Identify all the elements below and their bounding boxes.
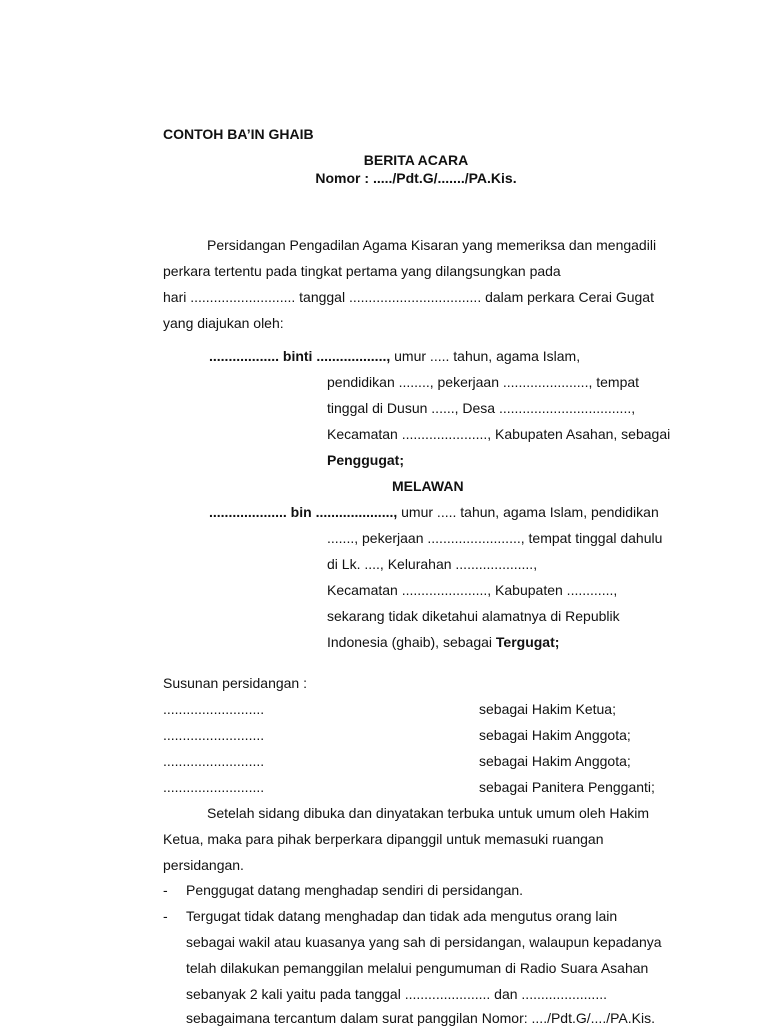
defendant-name: .................... bin ...................., — [209, 504, 398, 520]
bullet-item-continuation: sebagai wakil atau kuasanya yang sah di persidangan, walaupun kepadanya — [186, 934, 662, 950]
intro-line: perkara tertentu pada tingkat pertama yang dilangsungkan pada — [163, 263, 561, 279]
bullet-item-continuation: sebanyak 2 kali yaitu pada tanggal ...................... dan ...................... — [186, 986, 607, 1002]
document-label: CONTOH BA’IN GHAIB — [163, 126, 314, 142]
composition-name: .......................... — [163, 753, 265, 769]
defendant-detail: di Lk. ...., Kelurahan ...................., — [327, 556, 538, 572]
plaintiff-detail: Kecamatan ......................, Kabupaten Asahan, sebagai — [327, 426, 671, 442]
composition-role: sebagai Hakim Ketua; — [479, 701, 616, 717]
bullet-item: Tergugat tidak datang menghadap dan tidak ada mengutus orang lain — [186, 908, 618, 924]
defendant-detail: ......., pekerjaan ........................, tempat tinggal dahulu — [327, 530, 663, 546]
composition-name: .......................... — [163, 727, 265, 743]
document-title: BERITA ACARA — [363, 152, 469, 168]
bullet-item-continuation: telah dilakukan pemanggilan melalui pengumuman di Radio Suara Asahan — [186, 960, 649, 976]
defendant-ghaib-text: Indonesia (ghaib), sebagai — [327, 634, 496, 650]
opening-line: persidangan. — [163, 857, 244, 873]
composition-name: .......................... — [163, 779, 265, 795]
defendant-detail: sekarang tidak diketahui alamatnya di Republik — [327, 608, 620, 624]
bullet-item: Penggugat datang menghadap sendiri di persidangan. — [186, 882, 524, 898]
plaintiff-age-religion: umur ..... tahun, agama Islam, — [390, 348, 581, 364]
plaintiff-name: .................. binti .................., — [209, 348, 391, 364]
composition-role: sebagai Hakim Anggota; — [479, 727, 631, 743]
defendant-detail: Kecamatan ......................, Kabupaten ............, — [327, 582, 618, 598]
document-number: Nomor : ...../Pdt.G/......./PA.Kis. — [315, 170, 517, 186]
bullet-item-continuation: sebagaimana tercantum dalam surat panggilan Nomor: ..../Pdt.G/..../PA.Kis. — [186, 1010, 655, 1026]
plaintiff-detail: pendidikan ........, pekerjaan ......................, tempat — [327, 374, 640, 390]
composition-role: sebagai Panitera Pengganti; — [479, 779, 655, 795]
intro-line: Persidangan Pengadilan Agama Kisaran yang memeriksa dan mengadili — [207, 237, 657, 253]
versus-heading: MELAWAN — [392, 478, 464, 494]
defendant-detail — [327, 634, 559, 650]
plaintiff-detail: tinggal di Dusun ......, Desa .................................., — [327, 400, 636, 416]
plaintiff-line — [209, 348, 580, 364]
intro-line: hari ........................... tanggal .................................. dalam perkara Cerai Gugat — [163, 289, 654, 305]
plaintiff-role: Penggugat; — [327, 452, 404, 468]
opening-line: Ketua, maka para pihak berperkara dipanggil untuk memasuki ruangan — [163, 831, 604, 847]
defendant-role: Tergugat; — [495, 634, 560, 650]
defendant-age-religion: umur ..... tahun, agama Islam, pendidikan — [397, 504, 659, 520]
composition-heading: Susunan persidangan : — [163, 675, 307, 691]
intro-line: yang diajukan oleh: — [163, 315, 284, 331]
bullet-marker: - — [163, 908, 168, 924]
bullet-marker: - — [163, 882, 168, 898]
composition-name: .......................... — [163, 701, 265, 717]
defendant-line — [209, 504, 659, 520]
composition-role: sebagai Hakim Anggota; — [479, 753, 631, 769]
opening-line: Setelah sidang dibuka dan dinyatakan terbuka untuk umum oleh Hakim — [207, 805, 650, 821]
